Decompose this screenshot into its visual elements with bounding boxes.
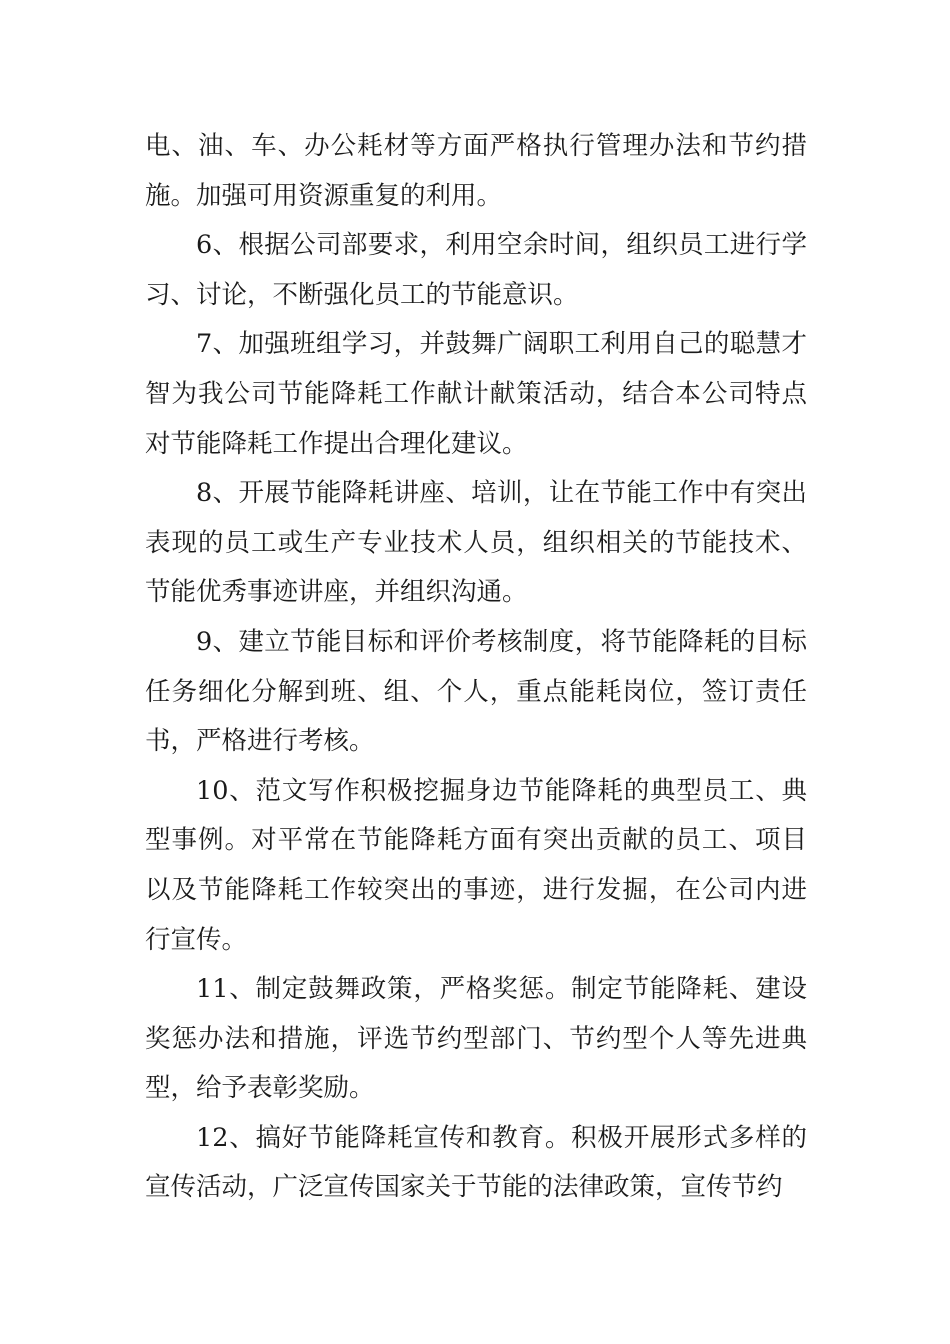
- paragraph-item-6: 6、根据公司部要求，利用空余时间，组织员工进行学习、讨论，不断强化员工的节能意识。: [145, 230, 807, 310]
- paragraph-item-7: 7、加强班组学习，并鼓舞广阔职工利用自己的聪慧才智为我公司节能降耗工作献计献策活动，结合本公司特点对节能降耗工作提出合理化建议。: [145, 329, 807, 459]
- paragraph-item-9: 9、建立节能目标和评价考核制度，将节能降耗的目标任务细化分解到班、组、个人，重点能耗岗位，签订责任书，严格进行考核。: [145, 626, 807, 757]
- paragraph-item-11: 11、制定鼓舞政策，严格奖惩。制定节能降耗、建设奖惩办法和措施，评选节约型部门、节约型个人等先进典型，给予表彰奖励。: [145, 974, 807, 1104]
- paragraph-item-10: 10、范文写作积极挖掘身边节能降耗的典型员工、典型事例。对平常在节能降耗方面有突出贡献的员工、项目以及节能降耗工作较突出的事迹，进行发掘，在公司内进行宣传。: [145, 775, 807, 955]
- document-page: [145, 122, 807, 1213]
- paragraph-item-12: 12、搞好节能降耗宣传和教育。积极开展形式多样的宣传活动，广泛宣传国家关于节能的法律政策，宣传节约: [145, 1122, 807, 1203]
- paragraph-item-8: 8、开展节能降耗讲座、培训，让在节能工作中有突出表现的员工或生产专业技术人员，组织相关的节能技术、节能优秀事迹讲座，并组织沟通。: [145, 478, 807, 608]
- paragraph-continuation: 电、油、车、办公耗材等方面严格执行管理办法和节约措施。加强可用资源重复的利用。: [145, 131, 807, 211]
